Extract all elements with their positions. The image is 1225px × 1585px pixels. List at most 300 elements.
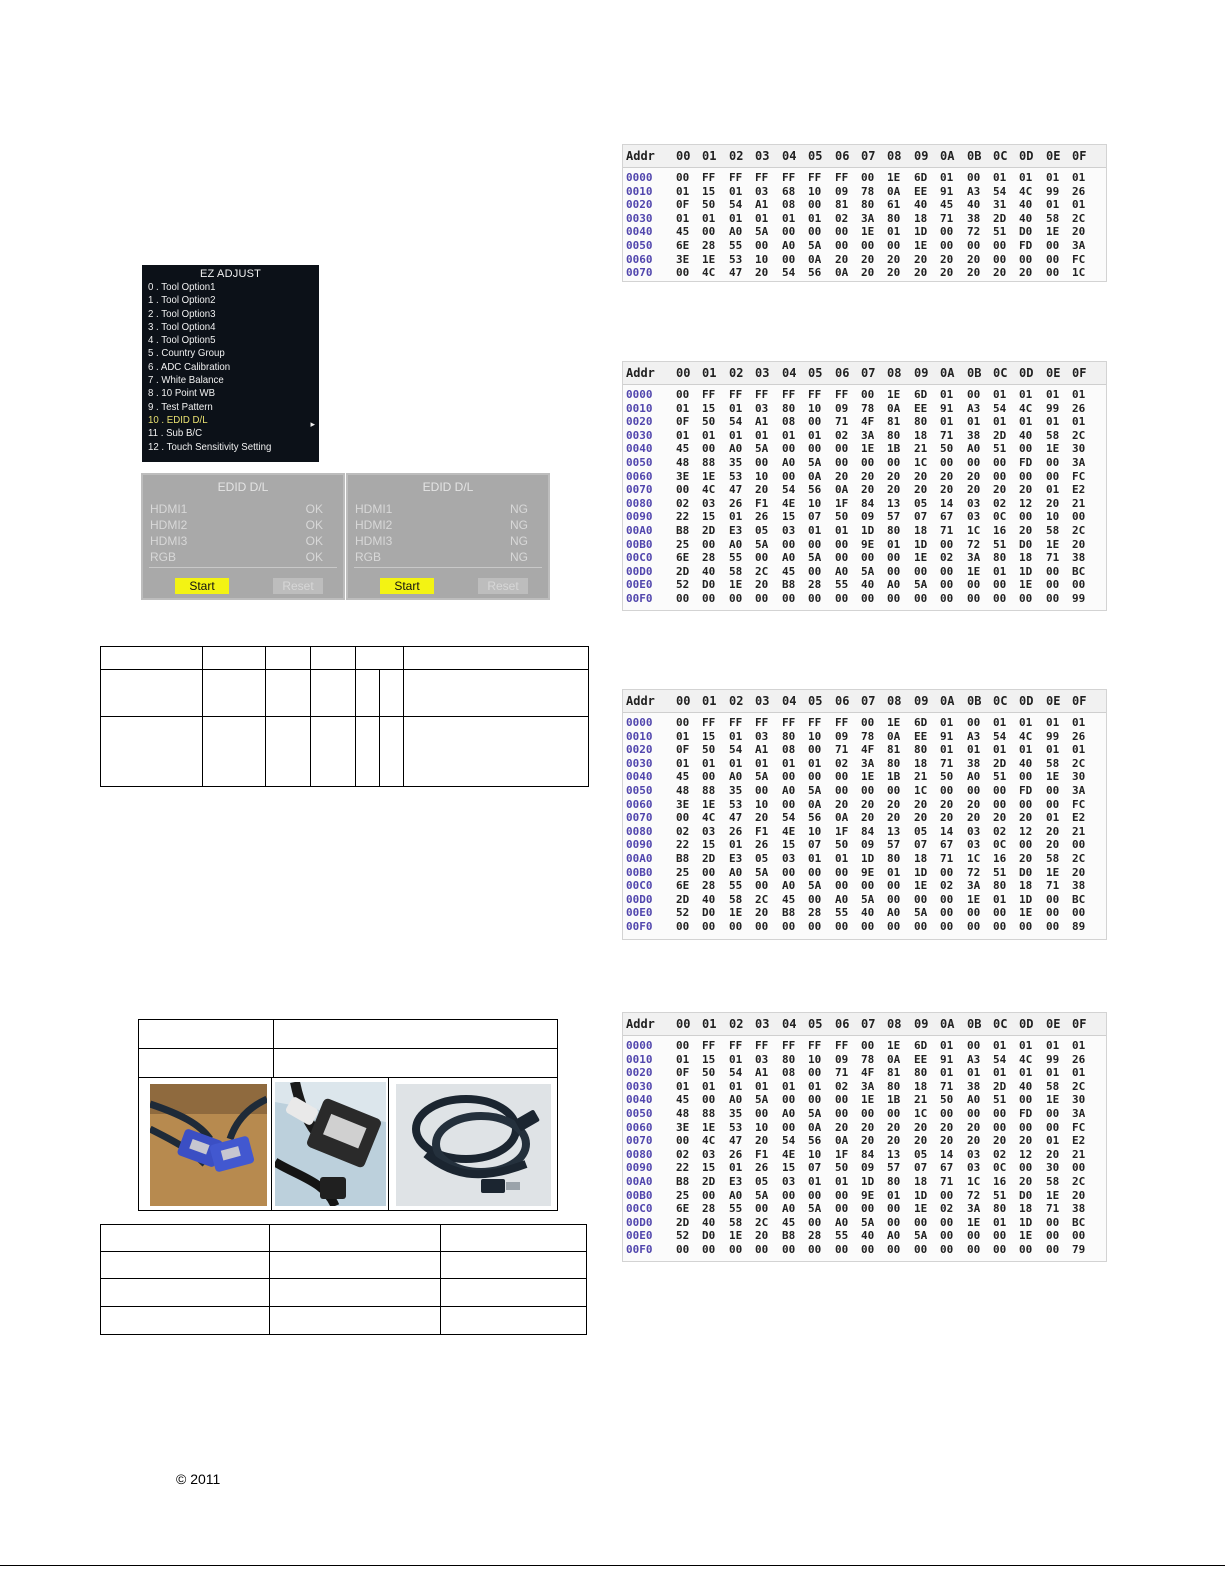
menu-item-tool-option5[interactable]: 4 . Tool Option5 — [148, 334, 216, 347]
hex-byte: 0C — [993, 1161, 1007, 1175]
hex-byte: FF — [702, 1039, 716, 1052]
hex-byte: 20 — [861, 1120, 875, 1134]
hex-byte: A0 — [782, 456, 796, 469]
hex-byte: FF — [782, 1039, 796, 1052]
hex-column-header: 0E — [1046, 149, 1061, 163]
hex-byte: 20 — [914, 797, 928, 811]
hex-byte: 00 — [1019, 469, 1033, 483]
hex-byte: 20 — [887, 1134, 901, 1148]
edid-port-status: NG — [510, 534, 528, 548]
hex-byte: 00 — [940, 1215, 954, 1229]
hex-byte: 20 — [940, 1134, 954, 1148]
hex-byte: 00 — [782, 797, 796, 811]
hex-byte: 80 — [914, 743, 928, 757]
hex-byte: 0C — [993, 510, 1007, 524]
hex-byte: A3 — [967, 729, 981, 743]
hex-byte: 02 — [940, 879, 954, 893]
hex-byte: 00 — [861, 716, 875, 729]
hex-byte: 20 — [1072, 225, 1086, 239]
hex-byte: D0 — [702, 1229, 716, 1243]
hex-byte: 20 — [1046, 824, 1060, 838]
hex-column-header: 09 — [914, 149, 929, 163]
hex-byte: FF — [729, 388, 743, 401]
table-cell — [404, 647, 589, 670]
hex-byte: 71 — [940, 211, 954, 225]
hex-byte: 54 — [782, 483, 796, 497]
menu-item-adc-calibration[interactable]: 6 . ADC Calibration — [148, 360, 231, 373]
hex-byte: 00 — [967, 906, 981, 920]
menu-item-sub-bc[interactable]: 11 . Sub B/C — [148, 427, 203, 440]
edid-row-hdmi1 — [150, 502, 323, 518]
hex-byte: 2D — [676, 1215, 690, 1229]
hex-byte: FF — [729, 171, 743, 184]
hex-byte: 99 — [1072, 592, 1086, 605]
edid-panel-title: EDID D/L — [217, 480, 269, 494]
hex-byte: 00 — [1046, 1107, 1060, 1120]
hex-byte: 16 — [993, 524, 1007, 537]
hex-address: 0020 — [626, 415, 653, 429]
hex-byte: 58 — [1046, 1079, 1060, 1093]
hex-byte: 00 — [1046, 266, 1060, 280]
hex-column-header: 0A — [940, 149, 955, 163]
hex-byte: E2 — [1072, 1134, 1086, 1148]
hex-byte: 00 — [835, 1093, 849, 1107]
hex-byte: 35 — [729, 1107, 743, 1120]
hex-byte: 01 — [1019, 716, 1033, 729]
hex-byte: 1D — [861, 524, 875, 537]
hex-byte: 15 — [702, 510, 716, 524]
hex-byte: 00 — [755, 920, 769, 933]
hex-byte: 01 — [1019, 1039, 1033, 1052]
menu-item-white-balance[interactable]: 7 . White Balance — [148, 374, 224, 387]
hex-byte: 01 — [702, 428, 716, 442]
reset-button[interactable]: Reset — [478, 578, 528, 594]
hex-byte: 21 — [1072, 496, 1086, 510]
hex-byte: 5A — [861, 564, 875, 578]
hex-byte: 1D — [914, 537, 928, 551]
hex-byte: 1E — [887, 1039, 901, 1052]
hex-byte: A0 — [782, 879, 796, 893]
hex-byte: 10 — [755, 1120, 769, 1134]
hex-byte: 2C — [1072, 852, 1086, 865]
table-cell — [356, 670, 380, 717]
hex-byte: 01 — [835, 1175, 849, 1188]
menu-item-touch-sensitivity[interactable]: 12 . Touch Sensitivity Setting — [148, 440, 272, 453]
hex-byte: 00 — [993, 456, 1007, 469]
hex-column-header: 05 — [808, 366, 823, 380]
hex-byte: 0A — [808, 1120, 822, 1134]
hex-column-header: 04 — [782, 1017, 797, 1031]
hex-byte: 47 — [729, 266, 743, 280]
hex-byte: 20 — [887, 252, 901, 266]
hex-byte: 20 — [993, 266, 1007, 280]
hex-byte: 01 — [1046, 743, 1060, 757]
hex-byte: 00 — [835, 1188, 849, 1202]
hex-byte: 40 — [967, 198, 981, 212]
table-cell — [380, 717, 404, 787]
hex-byte: 2C — [1072, 756, 1086, 770]
hex-byte: 20 — [887, 266, 901, 280]
hex-byte: 55 — [729, 239, 743, 252]
hex-byte: 20 — [755, 906, 769, 920]
hex-byte: 20 — [755, 266, 769, 280]
edid-port-status: OK — [305, 550, 323, 564]
hex-byte: 00 — [1019, 920, 1033, 933]
hex-byte: 0A — [808, 469, 822, 483]
hex-byte: 00 — [755, 239, 769, 252]
hex-byte: 00 — [808, 564, 822, 578]
menu-item-tool-option3[interactable]: 2 . Tool Option3 — [148, 307, 216, 320]
hex-byte: 13 — [887, 824, 901, 838]
start-button[interactable]: Start — [175, 578, 229, 594]
hex-byte: FC — [1072, 797, 1086, 811]
hex-column-header: 03 — [755, 366, 770, 380]
hex-byte: 00 — [835, 537, 849, 551]
hex-byte: A0 — [835, 564, 849, 578]
hex-byte: BC — [1072, 892, 1086, 906]
hex-byte: FF — [755, 716, 769, 729]
hex-byte: 55 — [835, 578, 849, 592]
start-button[interactable]: Start — [380, 578, 434, 594]
hex-byte: 00 — [782, 225, 796, 239]
hex-byte: 02 — [676, 496, 690, 510]
hex-byte: 01 — [676, 401, 690, 415]
hex-byte: 1E — [1019, 906, 1033, 920]
hex-byte: 08 — [782, 743, 796, 757]
hex-byte: 00 — [914, 1215, 928, 1229]
edid-port-status: OK — [305, 502, 323, 516]
hex-column-header: 06 — [835, 366, 850, 380]
hex-byte: 20 — [940, 252, 954, 266]
hex-byte: 50 — [835, 1161, 849, 1175]
hex-byte: 01 — [1046, 811, 1060, 825]
hex-byte: 09 — [835, 401, 849, 415]
hex-byte: 40 — [1019, 198, 1033, 212]
hex-byte: 5A — [755, 442, 769, 456]
hex-byte: 12 — [1019, 824, 1033, 838]
hex-byte: 1C — [967, 1175, 981, 1188]
hex-byte: FC — [1072, 252, 1086, 266]
hex-byte: 80 — [914, 415, 928, 429]
hex-byte: 58 — [729, 564, 743, 578]
edid-port-status: NG — [510, 518, 528, 532]
hex-byte: 14 — [940, 824, 954, 838]
hex-byte: 02 — [676, 1147, 690, 1161]
hex-address: 0060 — [626, 797, 653, 811]
hex-byte: 88 — [702, 1107, 716, 1120]
hex-byte: 26 — [1072, 729, 1086, 743]
hex-byte: 00 — [861, 171, 875, 184]
hex-byte: FF — [755, 1039, 769, 1052]
hex-byte: 20 — [1072, 537, 1086, 551]
hex-address: 00C0 — [626, 1202, 653, 1216]
hex-byte: 20 — [861, 469, 875, 483]
hex-byte: 2D — [993, 756, 1007, 770]
hex-byte: 00 — [993, 239, 1007, 252]
hex-byte: 20 — [755, 811, 769, 825]
hex-byte: 01 — [755, 428, 769, 442]
hex-byte: 58 — [1046, 211, 1060, 225]
hex-byte: 20 — [1019, 811, 1033, 825]
hex-byte: 38 — [1072, 551, 1086, 565]
hex-byte: 1E — [1046, 537, 1060, 551]
hex-byte: 26 — [755, 838, 769, 852]
hex-byte: 10 — [808, 1147, 822, 1161]
hex-byte: 1D — [1019, 892, 1033, 906]
menu-item-tool-option4[interactable]: 3 . Tool Option4 — [148, 320, 216, 333]
hex-byte: 0A — [835, 483, 849, 497]
hex-byte: 1E — [702, 252, 716, 266]
hex-byte: 00 — [782, 469, 796, 483]
hex-byte: 00 — [702, 770, 716, 784]
menu-item-country-group[interactable]: 5 . Country Group — [148, 347, 225, 360]
hex-byte: 71 — [940, 1079, 954, 1093]
hex-byte: 00 — [835, 865, 849, 879]
hex-byte: 00 — [702, 1188, 716, 1202]
hex-byte: 20 — [914, 1134, 928, 1148]
hex-byte: 50 — [940, 442, 954, 456]
hex-byte: 00 — [676, 716, 690, 729]
hex-byte: 16 — [993, 852, 1007, 865]
hex-column-header: 02 — [729, 366, 744, 380]
hex-byte: 4F — [861, 415, 875, 429]
hex-address: 00D0 — [626, 892, 653, 906]
hex-addr-header: Addr — [626, 149, 655, 163]
table-cell — [441, 1279, 587, 1307]
hex-byte: 09 — [835, 729, 849, 743]
hex-byte: 00 — [782, 770, 796, 784]
edid-port-name: HDMI3 — [355, 534, 393, 548]
hex-byte: 20 — [940, 811, 954, 825]
hex-byte: 20 — [1019, 1175, 1033, 1188]
hex-byte: 99 — [1046, 401, 1060, 415]
hex-address: 0080 — [626, 496, 653, 510]
hex-byte: 01 — [967, 415, 981, 429]
hex-byte: 20 — [835, 1120, 849, 1134]
hex-byte: 1E — [1046, 770, 1060, 784]
hex-byte: 1E — [887, 388, 901, 401]
hex-byte: 3A — [861, 428, 875, 442]
hex-byte: 00 — [967, 1039, 981, 1052]
hex-column-header: 07 — [861, 366, 876, 380]
hex-byte: 12 — [1019, 1147, 1033, 1161]
hex-column-header: 0A — [940, 694, 955, 708]
hex-byte: FD — [1019, 239, 1033, 252]
hex-byte: 01 — [967, 1066, 981, 1080]
hex-byte: 2C — [1072, 211, 1086, 225]
hex-byte: 00 — [835, 442, 849, 456]
menu-item-10-point-wb[interactable]: 8 . 10 Point WB — [148, 387, 216, 400]
hex-byte: 02 — [835, 756, 849, 770]
hex-byte: 2C — [755, 564, 769, 578]
hex-byte: 20 — [914, 252, 928, 266]
hex-address: 0050 — [626, 1107, 653, 1120]
hex-byte: 00 — [861, 1243, 875, 1256]
hex-byte: 00 — [967, 239, 981, 252]
hex-byte: 01 — [1072, 1039, 1086, 1052]
table-cell — [203, 670, 266, 717]
hex-byte: 1E — [887, 171, 901, 184]
hex-column-header: 0F — [1072, 366, 1087, 380]
hex-byte: B8 — [782, 906, 796, 920]
hex-address: 0010 — [626, 184, 653, 198]
hex-byte: 00 — [1019, 1120, 1033, 1134]
hex-address: 0040 — [626, 442, 653, 456]
hex-byte: 80 — [861, 198, 875, 212]
hex-byte: 00 — [676, 171, 690, 184]
hex-byte: 00 — [940, 892, 954, 906]
hex-byte: 20 — [1072, 1188, 1086, 1202]
hex-byte: 00 — [676, 1243, 690, 1256]
hex-byte: 00 — [808, 442, 822, 456]
table-cell — [356, 647, 404, 670]
hex-byte: A0 — [782, 784, 796, 797]
hex-byte: 51 — [993, 1093, 1007, 1107]
hex-byte: 02 — [835, 428, 849, 442]
hex-byte: FF — [835, 388, 849, 401]
hex-byte: 20 — [940, 483, 954, 497]
hex-byte: 1B — [887, 770, 901, 784]
hex-byte: 01 — [887, 537, 901, 551]
hex-byte: 1F — [835, 1147, 849, 1161]
hex-byte: 26 — [1072, 401, 1086, 415]
hex-byte: 1E — [702, 469, 716, 483]
hex-byte: A0 — [782, 1107, 796, 1120]
hex-byte: 20 — [993, 811, 1007, 825]
hex-byte: 6E — [676, 1202, 690, 1216]
hex-byte: 00 — [967, 1229, 981, 1243]
hex-address: 0090 — [626, 510, 653, 524]
hex-byte: 55 — [729, 551, 743, 565]
hex-byte: 18 — [914, 524, 928, 537]
hex-byte: 6D — [914, 716, 928, 729]
hex-byte: 18 — [914, 428, 928, 442]
table-cell — [270, 1307, 441, 1335]
reset-button[interactable]: Reset — [273, 578, 323, 594]
hex-byte: 5A — [808, 239, 822, 252]
hex-byte: 00 — [940, 920, 954, 933]
hex-byte: 1E — [729, 1229, 743, 1243]
hex-column-header: 00 — [676, 149, 691, 163]
hex-byte: 3A — [861, 756, 875, 770]
hex-byte: 1E — [1046, 1188, 1060, 1202]
hex-byte: 53 — [729, 252, 743, 266]
hex-byte: 01 — [1019, 743, 1033, 757]
hex-byte: 55 — [729, 1202, 743, 1216]
hex-byte: 0A — [887, 1052, 901, 1066]
hex-byte: 80 — [887, 852, 901, 865]
hex-byte: 01 — [1072, 1066, 1086, 1080]
hex-byte: E3 — [729, 852, 743, 865]
hex-byte: 01 — [993, 388, 1007, 401]
menu-item-edid-dl[interactable]: 10 . EDID D/L — [148, 413, 208, 426]
hex-address: 0070 — [626, 483, 653, 497]
selection-arrow-icon: ▸ — [310, 419, 315, 429]
hex-byte: 20 — [887, 797, 901, 811]
menu-item-tool-option1[interactable]: 0 . Tool Option1 — [148, 281, 216, 293]
hex-byte: A1 — [755, 415, 769, 429]
hex-byte: 00 — [808, 1066, 822, 1080]
hex-byte: 02 — [940, 551, 954, 565]
hex-byte: 00 — [1019, 797, 1033, 811]
hex-byte: 21 — [914, 442, 928, 456]
hex-byte: 01 — [729, 838, 743, 852]
hex-byte: 1D — [861, 852, 875, 865]
hex-byte: 45 — [940, 198, 954, 212]
hex-byte: 3A — [967, 1202, 981, 1216]
hex-byte: 4C — [1019, 184, 1033, 198]
hex-column-header: 0E — [1046, 694, 1061, 708]
hex-column-header: 0B — [967, 1017, 982, 1031]
hex-byte: A0 — [729, 442, 743, 456]
hex-address: 00E0 — [626, 906, 653, 920]
hex-byte: 50 — [835, 510, 849, 524]
hex-byte: 57 — [887, 510, 901, 524]
edid-port-name: HDMI1 — [150, 502, 188, 516]
hex-byte: 1D — [1019, 1215, 1033, 1229]
hex-address: 0010 — [626, 401, 653, 415]
hex-header-row — [623, 690, 1106, 713]
hex-byte: 1E — [967, 892, 981, 906]
hex-byte: 01 — [1072, 198, 1086, 212]
hex-byte: 00 — [676, 266, 690, 280]
menu-item-test-pattern[interactable]: 9 . Test Pattern — [148, 400, 213, 413]
hex-byte: 03 — [967, 1147, 981, 1161]
hex-byte: 20 — [940, 1120, 954, 1134]
hex-byte: 54 — [782, 1134, 796, 1148]
hex-byte: 71 — [940, 852, 954, 865]
hex-column-header: 00 — [676, 366, 691, 380]
hex-byte: 00 — [861, 592, 875, 605]
hex-byte: EE — [914, 1052, 928, 1066]
hex-byte: A0 — [729, 865, 743, 879]
table-cell — [274, 1049, 558, 1078]
hex-byte: 01 — [1072, 388, 1086, 401]
hex-byte: 00 — [993, 592, 1007, 605]
hex-byte: 38 — [1072, 879, 1086, 893]
hex-header-row — [623, 1013, 1106, 1036]
hex-byte: 6E — [676, 551, 690, 565]
hex-byte: 88 — [702, 784, 716, 797]
hex-byte: 00 — [861, 1039, 875, 1052]
hex-byte: 47 — [729, 483, 743, 497]
hex-byte: 09 — [861, 510, 875, 524]
hex-byte: 1E — [1046, 225, 1060, 239]
hex-byte: 20 — [1019, 483, 1033, 497]
edid-port-status: OK — [305, 534, 323, 548]
hex-byte: 38 — [967, 756, 981, 770]
hex-byte: B8 — [676, 852, 690, 865]
hex-dump-panel-1 — [622, 144, 1107, 282]
hex-column-header: 00 — [676, 1017, 691, 1031]
hex-byte: 1E — [887, 716, 901, 729]
hex-address: 0060 — [626, 252, 653, 266]
table-cell — [441, 1225, 587, 1252]
hex-byte: 20 — [835, 797, 849, 811]
hex-byte: 80 — [887, 756, 901, 770]
menu-item-tool-option2[interactable]: 1 . Tool Option2 — [148, 294, 216, 307]
hex-byte: 00 — [861, 784, 875, 797]
hex-byte: 3A — [1072, 784, 1086, 797]
hex-byte: 1C — [914, 784, 928, 797]
hex-byte: 40 — [914, 198, 928, 212]
hex-byte: 00 — [993, 1107, 1007, 1120]
hex-byte: 16 — [993, 1175, 1007, 1188]
hex-byte: 00 — [993, 1243, 1007, 1256]
hex-byte: 05 — [914, 496, 928, 510]
hex-byte: 2D — [702, 524, 716, 537]
hex-byte: 01 — [676, 1079, 690, 1093]
